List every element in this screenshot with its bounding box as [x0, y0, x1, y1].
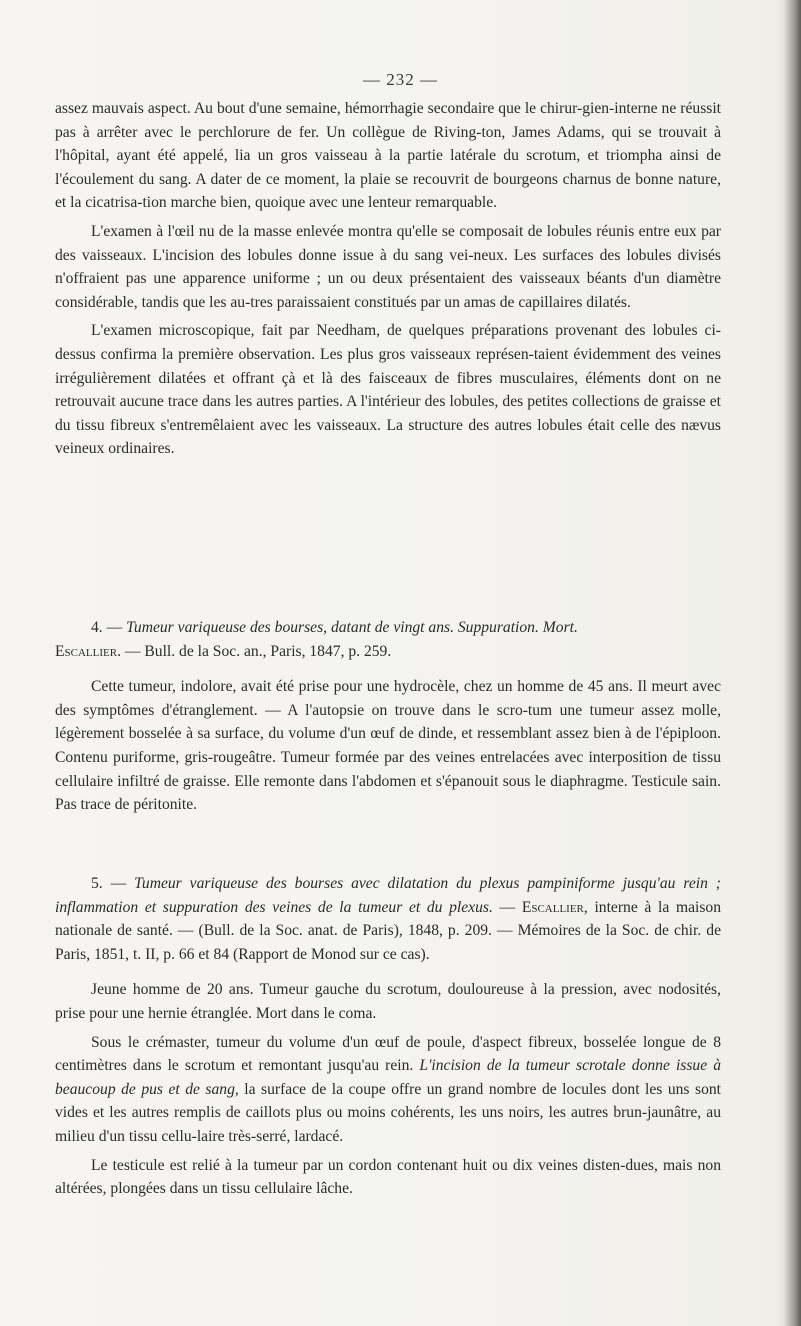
case-4-section — [55, 616, 721, 817]
case-5-paragraph-1: Jeune homme de 20 ans. Tumeur gauche du scrotum, douloureuse à la pression, avec nodosités, prise pour une hernie étranglée. Mort dans le coma. — [55, 981, 721, 1022]
case-5-paragraph-2-end: la surface de la coupe offre un grand nombre de locules dont les uns sont vides et les autres remplis de caillots plus ou moins cohérents, les uns noirs, les autres brun-jaunâtre, au milieu d'un tissu cellu-laire très-serré, lardacé. — [55, 1080, 721, 1145]
case-5-paragraph-2 — [55, 1031, 721, 1149]
case-4-body: Cette tumeur, indolore, avait été prise pour une hydrocèle, chez un homme de 45 ans. Il meurt avec des symptômes d'étranglement. — A l'autopsie on trouve dans le scro-tum une tumeur assez molle, légèrement bosselée à sa surface, du volume d'un œuf de dinde, et ressemblant assez bien à de l'épiploon. Contenu puriforme, gris-rougeâtre. Tumeur formée par des veines entrelacées avec interposition de tissu cellulaire infiltré de graisse. Elle remonte dans l'abdomen et s'épanouit sous le diaphragme. Testicule sain. Pas trace de péritonite. — [55, 678, 721, 814]
intro-paragraph-2: L'examen à l'œil nu de la masse enlevée montra qu'elle se composait de lobules réunis entre eux par des vaisseaux. L'incision des lobules donne issue à du sang vei-neux. Les surfaces des lobules divisés n'offraient pas une apparence uniforme ; un ou deux présentaient des vaisseaux béants d'un diamètre considérable, tandis que les au-tres paraissaient constitués par un amas de capillaires dilatés. — [55, 222, 721, 311]
page-number: — 232 — — [363, 70, 438, 89]
page-edge-shadow — [775, 0, 801, 1326]
case-5-reference: interne à la maison nationale de santé. — (Bull. de la Soc. anat. de Paris), 1848, p. 209. — Mémoires de la Soc. de chir. de Paris, 1851, t. II, p. 66 et 84 (Rapport de Monod sur ce cas). — [55, 898, 721, 963]
case-5-author: Escallier, — [521, 898, 588, 916]
case-5-dash: — — [492, 898, 522, 916]
case-4-reference: — Bull. de la Soc. an., Paris, 1847, p. 259. — [120, 642, 392, 660]
case-5-paragraph-2-italic: L'incision de la tumeur scrotale donne issue à beaucoup de pus et de sang, — [55, 1057, 721, 1098]
case-5-heading — [55, 872, 721, 966]
case-5-number: 5. — — [91, 875, 135, 892]
case-5-paragraph-2-start: Sous le crémaster, tumeur du volume d'un œuf de poule, d'aspect fibreux, bosselée longue de 8 centimètres dans le scrotum et remontant jusqu'au rein. — [55, 1033, 721, 1075]
case-5-section — [55, 872, 721, 1201]
case-5-paragraph-3: Le testicule est relié à la tumeur par un cordon contenant huit ou dix veines disten-dues, mais non altérées, plongées dans un tissu cellulaire lâche. — [55, 1156, 721, 1198]
case-4-heading — [55, 616, 721, 663]
intro-paragraph-3: L'examen microscopique, fait par Needham, de quelques préparations provenant des lobules ci-dessus confirma la première observation. Les plus gros vaisseaux représen-taient évidemment des veines irrégulièrement dilatées et offrant çà et là des faisceaux de fibres musculaires, éléments dont on ne retrouvait aucune trace dans les autres parties. A l'intérieur des lobules, des petites collections de graisse et du tissu fibreux s'entremêlaient avec les vaisseaux. La structure des autres lobules était celle des nævus veineux ordinaires. — [55, 322, 721, 458]
case-4-author: Escallier. — [55, 642, 121, 660]
case-4-number: 4. — — [91, 619, 127, 636]
case-4-title: Tumeur variqueuse des bourses, datant de vingt ans. Suppuration. Mort. — [126, 619, 578, 636]
case-5-title: Tumeur variqueuse des bourses avec dilatation du plexus pampiniforme jusqu'au rein ; inflammation et suppuration des veines de la tumeur et du plexus. — [55, 875, 721, 916]
intro-section — [55, 97, 721, 461]
intro-paragraph-1: assez mauvais aspect. Au bout d'une semaine, hémorrhagie secondaire que le chirur-gien-interne ne réussit pas à arrêter avec le perchlorure de fer. Un collègue de Riving-ton, James Adams, qui se trouvait à l'hôpital, ayant été appelé, lia un gros vaisseau à la partie latérale du scrotum, et triompha ainsi de l'écoulement du sang. A dater de ce moment, la plaie se recouvrit de bourgeons charnus de bonne nature, et la cicatrisa-tion marche bien, quoique avec une lenteur remarquable. — [55, 100, 721, 212]
